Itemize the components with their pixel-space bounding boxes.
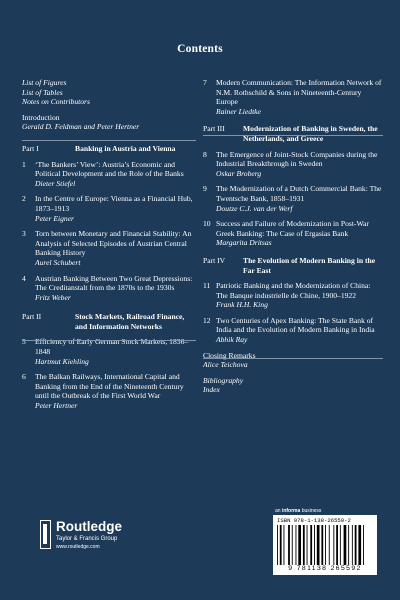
- part-label: Part II: [22, 312, 42, 322]
- chapter-title: Torn between Monetary and Financial Stability: An Analysis of Selected Episodes of Austrian Central Banking History: [35, 229, 192, 258]
- informa-tagline: [275, 508, 321, 514]
- chapter-title: Two Centuries of Apex Banking: The State Bank of India and the Evolution of Modern Banking in India: [216, 315, 375, 335]
- chapter-title: The Modernization of a Dutch Commercial Bank: The Twentsche Bank, 1858–1931: [216, 184, 382, 203]
- part-heading: [22, 312, 197, 331]
- chapter-entry[interactable]: [22, 372, 197, 410]
- chapter-entry[interactable]: [203, 184, 383, 213]
- chapter-author: Fritz Weber: [35, 292, 71, 302]
- chapter-entry[interactable]: [22, 274, 197, 303]
- chapter-entry[interactable]: [22, 160, 197, 189]
- chapter-title: Patriotic Banking and the Modernization of China: The Banque industrielle de Chine, 1900–1922: [216, 281, 371, 300]
- chapter-author: Frank H.H. King: [216, 300, 268, 310]
- chapter-author: Margarita Dritsas: [216, 238, 272, 248]
- informa-prefix: an: [275, 508, 281, 514]
- part-divider: [203, 358, 383, 359]
- chapter-number: 1: [22, 159, 26, 169]
- chapter-entry[interactable]: [22, 194, 197, 223]
- chapter-entry[interactable]: [203, 78, 383, 116]
- part-label: Part IV: [203, 255, 226, 265]
- chapter-number: 6: [22, 372, 26, 382]
- publisher-group: Taylor & Francis Group: [56, 536, 118, 542]
- part-label: Part I: [22, 143, 39, 153]
- chapter-title: Success and Failure of Modernization in Post-War Greek Banking: The Case of Ergasias Bank: [216, 219, 369, 238]
- part-heading: [22, 144, 197, 154]
- routledge-r-icon: [40, 520, 51, 549]
- back-index[interactable]: Index: [203, 385, 220, 395]
- isbn-label: ISBN 978-1-138-26559-2: [277, 517, 351, 524]
- chapter-author: Oskar Broberg: [216, 168, 262, 178]
- part-heading: [203, 124, 383, 143]
- chapter-number: 2: [22, 194, 26, 204]
- part-title: Modernization of Banking in Sweden, the Netherlands, and Greece: [243, 124, 378, 143]
- page-title: Contents: [177, 43, 223, 55]
- informa-suffix: business: [301, 508, 322, 514]
- chapter-title: Austrian Banking Between Two Great Depressions: The Creditanstalt from the 1870s to the 1930s: [35, 273, 193, 293]
- isbn-barcode: [273, 515, 377, 575]
- chapter-title: Efficiency of Early German Stock Markets, 1836–1848: [35, 337, 189, 357]
- chapter-author: Peter Hertner: [35, 401, 78, 411]
- part-divider: [22, 340, 196, 341]
- chapter-number: 11: [203, 281, 211, 291]
- chapter-title: In the Centre of Europe: Vienna as a Financial Hub, 1873–1913: [35, 194, 193, 213]
- front-notes-on-contributors[interactable]: Notes on Contributors: [22, 97, 90, 107]
- chapter-author: Abhik Ray: [216, 335, 248, 345]
- chapter-number: 4: [22, 273, 26, 283]
- chapter-entry[interactable]: [203, 150, 383, 179]
- back-matter: [203, 376, 383, 395]
- chapter-number: 5: [22, 337, 26, 347]
- chapter-entry[interactable]: [22, 337, 197, 366]
- publisher-url: www.routledge.com: [56, 544, 100, 550]
- chapter-number: 3: [22, 229, 26, 239]
- informa-brand: informa: [281, 508, 301, 514]
- barcode-bars-icon: [277, 525, 373, 565]
- front-list-of-figures[interactable]: List of Figures: [22, 78, 67, 87]
- chapter-title: The Emergence of Joint-Stock Companies during the Industrial Breakthrough in Sweden: [216, 149, 378, 169]
- chapter-title: Modern Communication: The Information Network of N.M. Rothschild & Sons in Nineteenth-Century Europe: [216, 78, 382, 107]
- front-list-of-tables[interactable]: List of Tables: [22, 87, 63, 97]
- chapter-title: The Balkan Railways, International Capital and Banking from the End of the Nineteenth Century until the Outbreak of the First World War: [35, 372, 184, 401]
- chapter-author: Dieter Stiefel: [35, 178, 76, 188]
- part-title: Stock Markets, Railroad Finance, and Information Networks: [75, 312, 185, 331]
- introduction-entry[interactable]: [22, 113, 197, 132]
- contents-left-column: [22, 78, 197, 411]
- chapter-number: 8: [203, 149, 207, 159]
- chapter-entry[interactable]: [203, 219, 383, 248]
- chapter-number: 9: [203, 184, 207, 194]
- part-label: Part III: [203, 124, 225, 134]
- part-title: The Evolution of Modern Banking in the Far East: [243, 255, 376, 275]
- publisher-name: Routledge: [56, 519, 122, 534]
- chapter-number: 10: [203, 219, 211, 229]
- front-matter: [22, 78, 197, 107]
- part-title: Banking in Austria and Vienna: [75, 143, 176, 153]
- chapter-author: Aurel Schubert: [35, 257, 81, 267]
- chapter-author: Rainer Liedtke: [216, 106, 261, 116]
- chapter-author: Doutze C.J. van der Werf: [216, 203, 293, 213]
- chapter-entry[interactable]: [203, 281, 383, 310]
- part-heading: [203, 256, 383, 275]
- chapter-author: Hartmut Kiehling: [35, 356, 89, 366]
- contents-right-column: [203, 78, 383, 395]
- chapter-author: Peter Eigner: [35, 213, 75, 223]
- part-divider: [22, 140, 196, 141]
- chapter-entry[interactable]: [203, 316, 383, 345]
- chapter-entry[interactable]: [22, 229, 197, 267]
- closing-remarks-author: Alice Teichova: [203, 360, 248, 370]
- closing-remarks-entry[interactable]: [203, 351, 383, 370]
- chapter-title: ‘The Bankers’ View’: Austria’s Economic and Political Development and the Role of the Banks: [35, 159, 184, 179]
- introduction-title: Introduction: [22, 112, 60, 122]
- chapter-number: 12: [203, 315, 211, 325]
- closing-remarks-title: Closing Remarks: [203, 350, 256, 360]
- barcode-digits: 9 781138 265592: [288, 565, 362, 572]
- introduction-authors: Gerald D. Feldman and Peter Hertner: [22, 122, 140, 132]
- part-divider: [203, 135, 383, 136]
- chapter-number: 7: [203, 78, 207, 87]
- back-bibliography[interactable]: Bibliography: [203, 375, 244, 385]
